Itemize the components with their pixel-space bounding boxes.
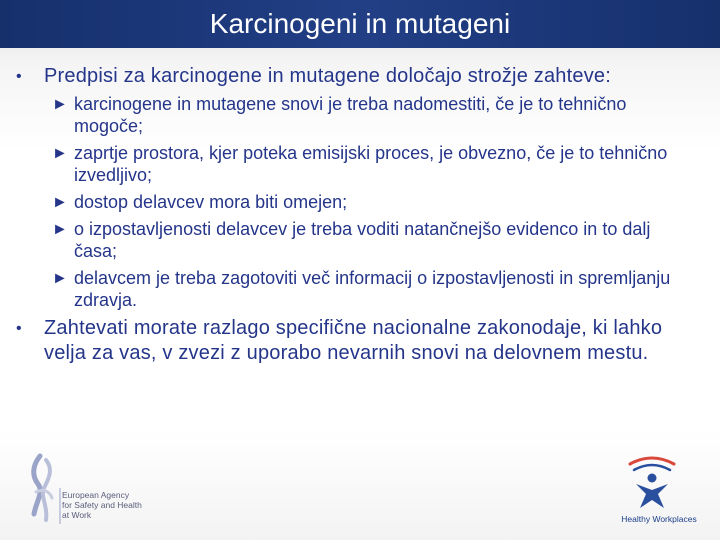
agency-line-1: European Agency [62,490,130,500]
agency-line-3: at Work [62,510,92,520]
bullet-1-text: Predpisi za karcinogene in mutagene določajo strožje zahteve: [44,65,611,87]
arrow-icon: ► [52,145,68,162]
sub-bullet-list [0,93,720,311]
slide-content [0,64,720,366]
arrow-icon: ► [52,270,68,287]
arrow-icon: ► [52,194,68,211]
bullet-1 [16,64,674,89]
slide-title: Karcinogeni in mutageni [209,8,511,39]
agency-line-2: for Safety and Health [62,500,142,510]
healthy-workplaces-logo-icon [622,450,682,510]
sub-bullet-4-text: o izpostavljenosti delavcev je treba voditi natančnejšo evidenco in to dalj časa; [74,219,651,261]
sub-bullet-1 [52,93,684,137]
sub-bullet-3-text: dostop delavcev mora biti omejen; [74,192,348,212]
sub-bullet-5 [52,267,684,311]
bullet-2-text: Zahtevati morate razlago specifične nacionalne zakonodaje, ki lahko velja za vas, v zvezi z uporabo nevarnih snovi na delovnem mestu. [44,317,663,364]
bullet-marker: • [16,320,22,337]
bullet-2 [16,316,674,366]
agency-name [62,490,182,520]
title-bar [0,0,720,48]
sub-bullet-5-text: delavcem je treba zagotoviti več informacij o izpostavljenosti in spremljanju zdravja. [74,268,671,310]
healthy-workplaces-label: Healthy Workplaces [621,514,697,524]
sub-bullet-4 [52,218,684,262]
sub-bullet-1-text: karcinogene in mutagene snovi je treba nadomestiti, če je to tehnično mogoče; [74,94,627,136]
sub-bullet-3 [52,191,684,213]
bullet-marker: • [16,68,22,85]
sub-bullet-2 [52,142,684,186]
arrow-icon: ► [52,221,68,238]
arrow-icon: ► [52,96,68,113]
sub-bullet-2-text: zaprtje prostora, kjer poteka emisijski proces, je obvezno, če je to tehnično izvedljivo; [74,143,668,185]
